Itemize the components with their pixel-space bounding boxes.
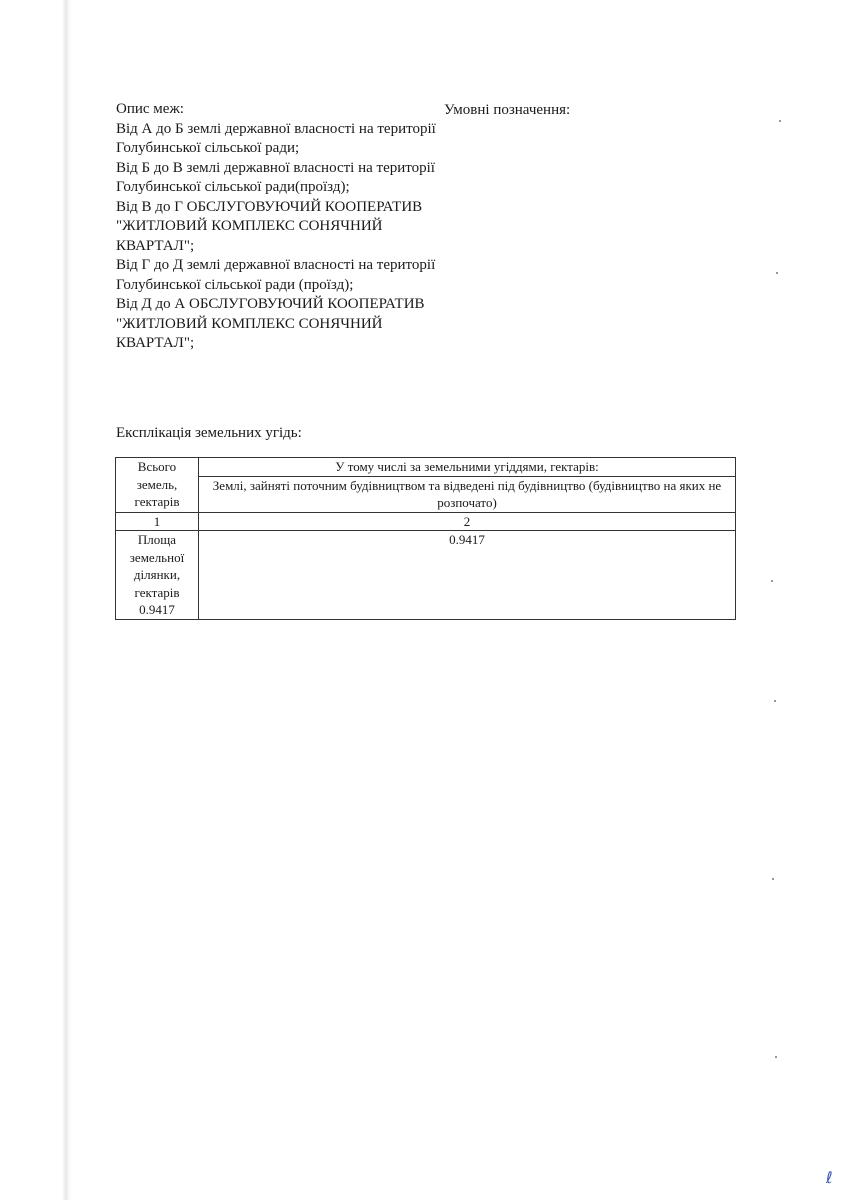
scan-speck bbox=[779, 120, 781, 122]
scan-binding-shadow bbox=[62, 0, 72, 1200]
legend-title: Умовні позначення: bbox=[444, 102, 571, 118]
column-number-1: 1 bbox=[116, 512, 199, 531]
total-land-header: Всього земель, гектарів bbox=[116, 458, 199, 513]
scan-speck bbox=[774, 700, 776, 702]
boundary-description bbox=[116, 100, 456, 354]
boundary-segment-g-d: Від Г до Д землі державної власності на території Голубинської сільської ради (проїзд); bbox=[116, 257, 436, 293]
plot-area-label: Площа земельної ділянки, гектарів 0.9417 bbox=[116, 531, 199, 620]
boundary-segment-d-a: Від Д до А ОБСЛУГОВУЮЧИЙ КООПЕРАТИВ "ЖИТЛОВИЙ КОМПЛЕКС СОНЯЧНИЙ КВАРТАЛ"; bbox=[116, 296, 425, 351]
scan-speck bbox=[775, 1056, 777, 1058]
construction-land-header: Землі, зайняті поточним будівництвом та відведені під будівництво (будівництво на яких не розпочато) bbox=[199, 476, 736, 512]
explication-table bbox=[115, 457, 736, 620]
construction-land-value: 0.9417 bbox=[199, 531, 736, 620]
boundary-segment-a-b: Від А до Б землі державної власності на території Голубинської сільської ради; bbox=[116, 120, 436, 156]
boundary-description-title: Опис меж: bbox=[116, 101, 184, 117]
scan-speck bbox=[772, 878, 774, 880]
boundary-segment-v-g: Від В до Г ОБСЛУГОВУЮЧИЙ КООПЕРАТИВ "ЖИТЛОВИЙ КОМПЛЕКС СОНЯЧНИЙ КВАРТАЛ"; bbox=[116, 198, 423, 254]
scan-speck bbox=[776, 272, 778, 274]
scan-speck bbox=[771, 580, 773, 582]
explication-title: Експлікація земельних угідь: bbox=[116, 425, 302, 441]
land-types-group-header: У тому числі за земельними угіддями, гектарів: bbox=[199, 458, 736, 477]
column-number-2: 2 bbox=[199, 512, 736, 531]
handwritten-mark: ℓ bbox=[826, 1168, 833, 1187]
boundary-segment-b-v: Від Б до В землі державної власності на території Голубинської сільської ради(проїзд); bbox=[116, 159, 435, 195]
